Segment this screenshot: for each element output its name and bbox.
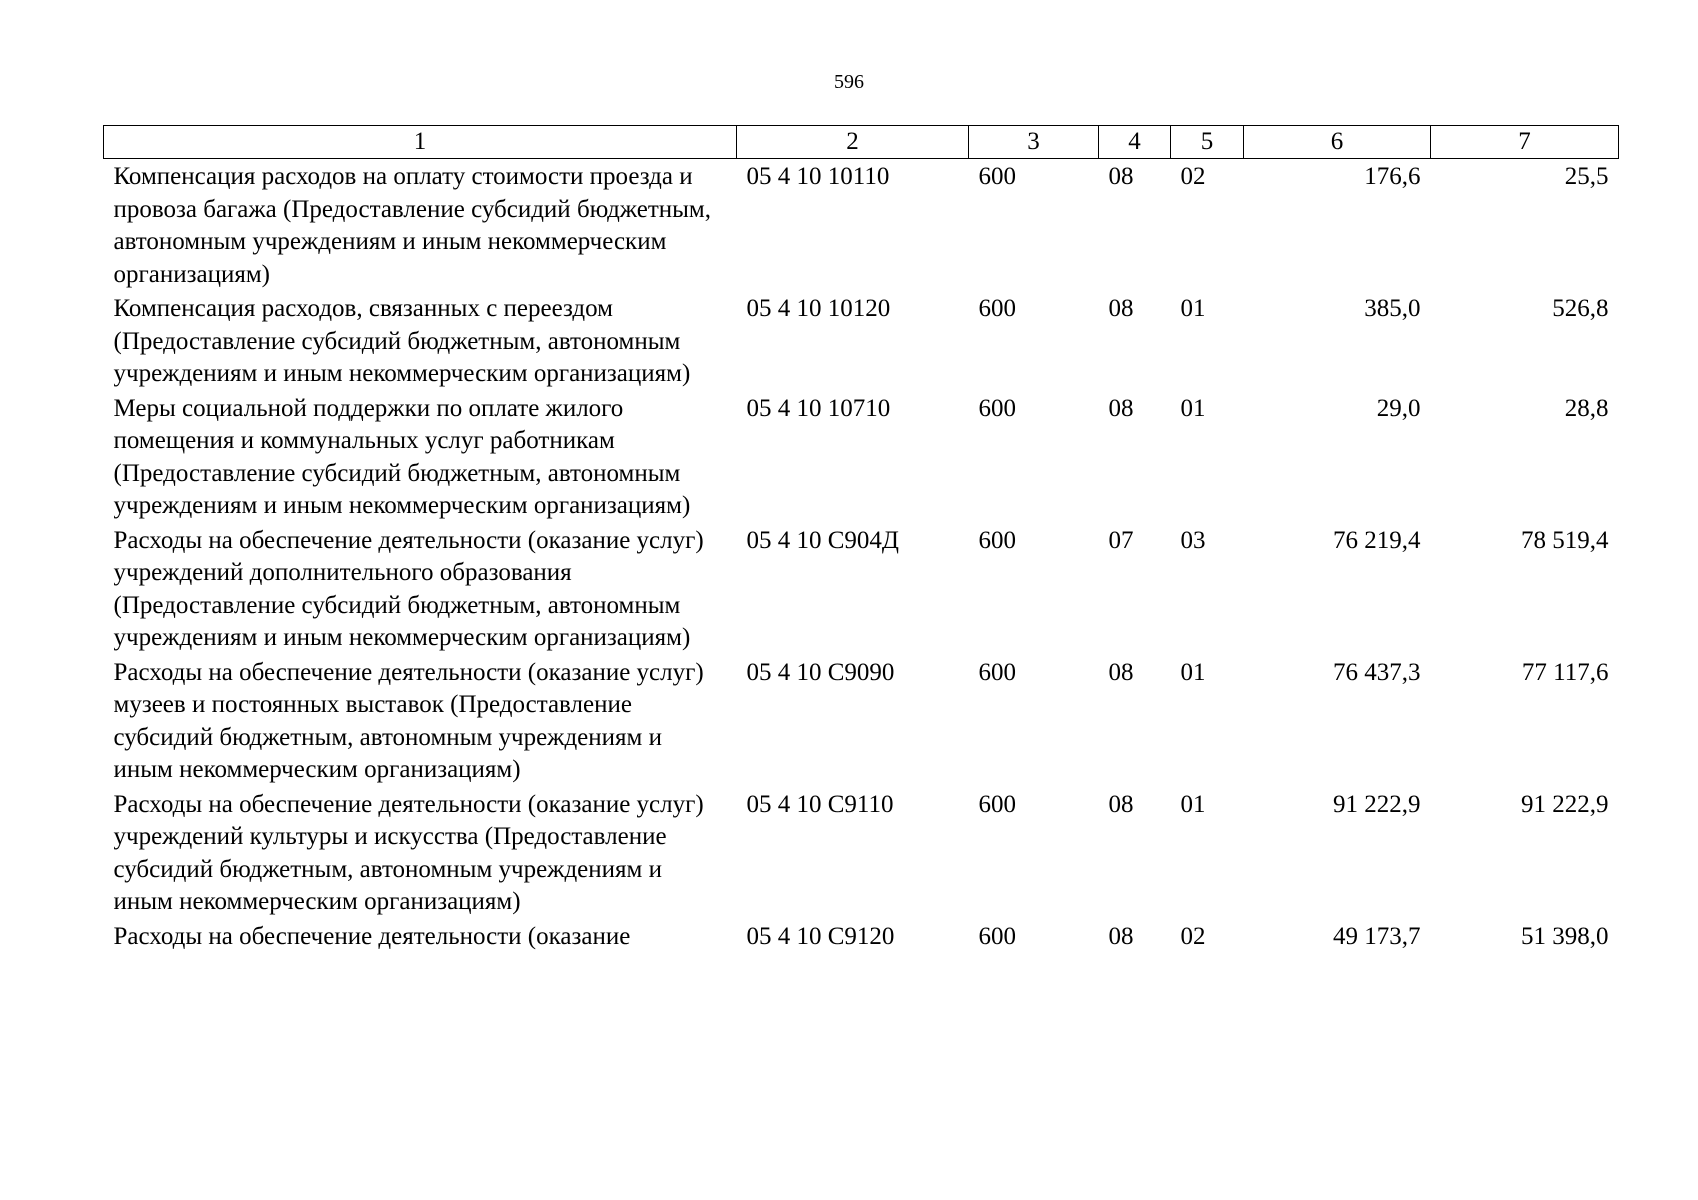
row-col-5: 03 [1180, 526, 1206, 554]
header-col-3: 3 [969, 126, 1099, 159]
header-col-4: 4 [1099, 126, 1171, 159]
row-col-3: 600 [978, 394, 1016, 422]
row-code: 05 4 10 С9090 [746, 658, 895, 686]
row-col-7: 77 117,6 [1521, 658, 1609, 686]
header-col-1: 1 [104, 126, 737, 159]
table-row [104, 523, 1619, 655]
row-col-6: 176,6 [1364, 163, 1421, 190]
row-col-5: 01 [1180, 295, 1206, 322]
row-col-3: 600 [978, 790, 1016, 818]
table-row [104, 787, 1619, 919]
row-code: 05 4 10 10120 [746, 295, 891, 322]
row-col-6: 385,0 [1364, 295, 1421, 322]
row-col-5: 01 [1180, 394, 1206, 422]
row-col-3: 600 [978, 658, 1016, 686]
row-col-7: 25,5 [1564, 163, 1609, 190]
header-col-6: 6 [1244, 126, 1431, 159]
row-col-3: 600 [978, 526, 1016, 554]
row-col-4: 07 [1108, 526, 1134, 554]
row-col-4: 08 [1108, 790, 1134, 818]
header-col-2: 2 [737, 126, 969, 159]
row-col-5: 02 [1180, 922, 1206, 950]
row-col-7: 91 222,9 [1521, 790, 1609, 818]
table-header [104, 126, 1619, 159]
table-row [104, 391, 1619, 523]
row-col-5: 01 [1180, 790, 1206, 818]
row-col-7: 526,8 [1552, 295, 1609, 322]
table-row [104, 919, 1619, 954]
row-col-6: 29,0 [1376, 394, 1421, 422]
row-name: Компенсация расходов на оплату стоимости проезда и провоза багажа (Предоставление субсидий бюджетным, автономным учреждениям и иным некоммерческим организациям) [113, 163, 711, 288]
row-col-4: 08 [1108, 163, 1134, 190]
row-col-4: 08 [1108, 394, 1134, 422]
table-body [104, 159, 1619, 954]
row-col-3: 600 [978, 295, 1016, 322]
row-name: Расходы на обеспечение деятельности (оказание услуг) учреждений культуры и искусства (Предоставление субсидий бюджетным, автономным учреждениям и иным некоммерческим организациям) [113, 790, 704, 915]
row-col-7: 51 398,0 [1521, 922, 1609, 950]
row-name: Расходы на обеспечение деятельности (оказание [113, 922, 631, 950]
row-col-4: 08 [1108, 922, 1134, 950]
row-code: 05 4 10 С9110 [746, 790, 894, 818]
row-code: 05 4 10 10710 [746, 394, 891, 422]
row-code: 05 4 10 10110 [746, 163, 890, 190]
row-col-6: 91 222,9 [1333, 790, 1421, 818]
row-col-7: 78 519,4 [1521, 526, 1609, 554]
row-code: 05 4 10 С904Д [746, 526, 899, 554]
row-col-5: 02 [1180, 163, 1206, 190]
row-name: Компенсация расходов, связанных с переездом (Предоставление субсидий бюджетным, автономным учреждениям и иным некоммерческим организациям) [113, 295, 691, 387]
row-name: Расходы на обеспечение деятельности (оказание услуг) учреждений дополнительного образования (Предоставление субсидий бюджетным, автономным учреждениям и иным некоммерческим организациям) [113, 526, 704, 651]
row-col-5: 01 [1180, 658, 1206, 686]
row-col-7: 28,8 [1564, 394, 1609, 422]
table-row [104, 291, 1619, 391]
row-name: Меры социальной поддержки по оплате жилого помещения и коммунальных услуг работникам (Предоставление субсидий бюджетным, автономным учреждениям и иным некоммерческим организациям) [113, 394, 691, 519]
budget-table [103, 125, 1619, 953]
row-col-6: 76 219,4 [1333, 526, 1421, 554]
table-row [104, 159, 1619, 292]
row-name: Расходы на обеспечение деятельности (оказание услуг) музеев и постоянных выставок (Предоставление субсидий бюджетным, автономным учреждениям и иным некоммерческим организациям) [113, 658, 704, 783]
row-code: 05 4 10 С9120 [746, 922, 895, 950]
row-col-3: 600 [978, 922, 1016, 950]
row-col-6: 76 437,3 [1333, 658, 1421, 686]
row-col-4: 08 [1108, 295, 1134, 322]
row-col-6: 49 173,7 [1333, 922, 1421, 950]
header-row [104, 126, 1619, 159]
table-row [104, 655, 1619, 787]
row-col-3: 600 [978, 163, 1016, 190]
header-col-5: 5 [1171, 126, 1244, 159]
row-col-4: 08 [1108, 658, 1134, 686]
header-col-7: 7 [1431, 126, 1619, 159]
page-number: 596 [834, 71, 864, 93]
